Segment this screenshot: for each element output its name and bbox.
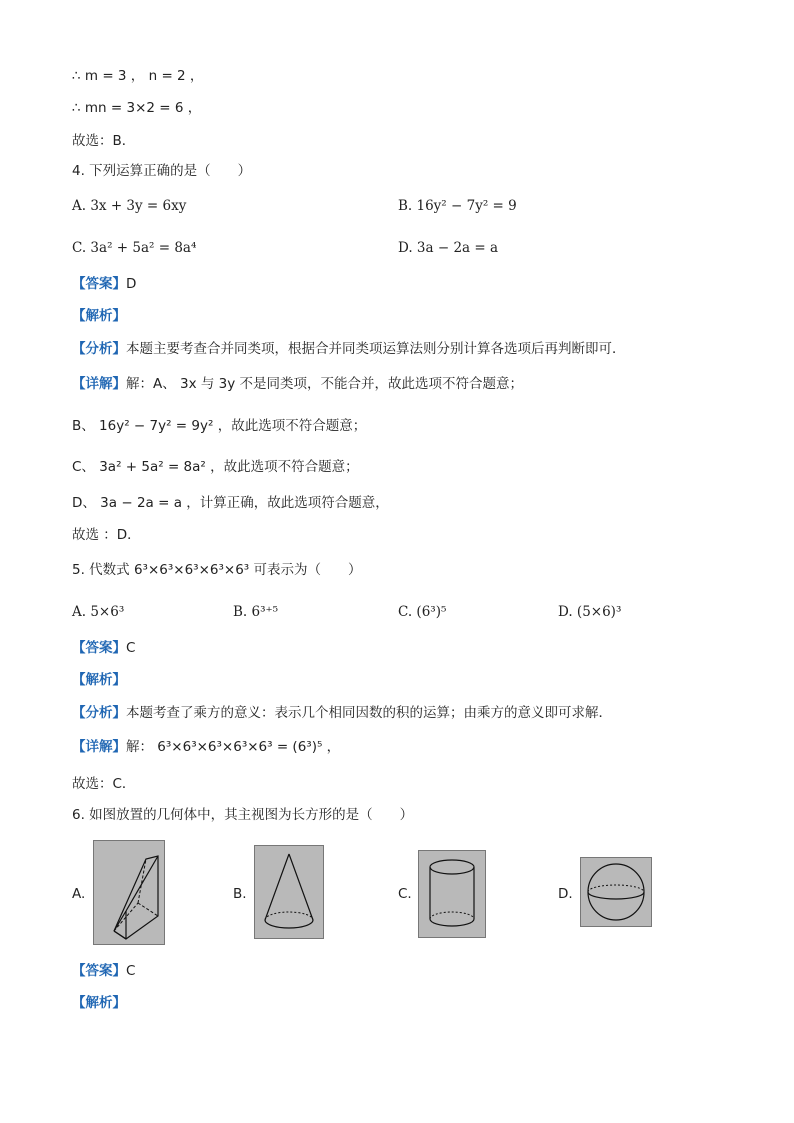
- answer-tag: 【答案】: [72, 276, 126, 292]
- triangular-prism-icon: [94, 841, 164, 944]
- answer-value: C: [126, 963, 136, 979]
- fenxi-text: 本题主要考查合并同类项，根据合并同类项运算法则分别计算各选项后再判断即可．: [126, 341, 626, 357]
- q6-analysis-heading: 【解析】: [72, 995, 126, 1011]
- cylinder-figure: [418, 850, 486, 938]
- q4-option-a: A. 3x + 3y = 6xy: [72, 198, 187, 214]
- q4-xiangjie-d: D、 3a − 2a = a ，计算正确，故此选项符合题意，: [72, 495, 389, 511]
- xiangjie-text: 解：A、 3x 与 3y 不是同类项，不能合并，故此选项不符合题意；: [126, 376, 524, 392]
- q4-option-b: B. 16y² − 7y² = 9: [398, 198, 517, 214]
- prism-figure: [93, 840, 165, 945]
- question-5: 5. 代数式 6³×6³×6³×6³×6³ 可表示为（ ）: [72, 562, 362, 578]
- q4-xiangjie-b: B、 16y² − 7y² = 9y² ，故此选项不符合题意；: [72, 418, 367, 434]
- question-4: 4. 下列运算正确的是（ ）: [72, 163, 252, 179]
- q5-answer: [72, 638, 135, 658]
- q6-answer: [72, 961, 135, 981]
- answer-tag: 【答案】: [72, 640, 126, 656]
- q4-option-c: C. 3a² + 5a² = 8a⁴: [72, 240, 197, 256]
- q5-option-d: D. (5×6)³: [558, 604, 622, 620]
- fenxi-text: 本题考查了乘方的意义：表示几个相同因数的积的运算；由乘方的意义即可求解．: [126, 705, 612, 721]
- solution-line-mn: ∴ mn = 3×2 = 6 ，: [72, 100, 202, 116]
- answer-value: D: [126, 276, 137, 292]
- q5-option-c: C. (6³)⁵: [398, 604, 447, 620]
- q5-xiangjie: [72, 737, 340, 757]
- cone-icon: [255, 846, 323, 938]
- sphere-icon: [581, 858, 651, 926]
- q6-label-d: D.: [558, 886, 573, 902]
- q5-option-b: B. 6³⁺⁵: [233, 604, 279, 620]
- q6-label-b: B.: [233, 886, 247, 902]
- xiangjie-tag: 【详解】: [72, 376, 126, 392]
- fenxi-tag: 【分析】: [72, 705, 126, 721]
- q4-xiangjie: [72, 374, 523, 394]
- q5-choose: 故选：C．: [72, 776, 136, 792]
- q4-answer: [72, 274, 136, 294]
- q5-option-a: A. 5×6³: [72, 604, 125, 620]
- q4-analysis-heading: 【解析】: [72, 308, 126, 324]
- answer-value: C: [126, 640, 136, 656]
- question-6: 6. 如图放置的几何体中，其主视图为长方形的是（ ）: [72, 807, 414, 823]
- solution-line-m-n: ∴ m = 3 ， n = 2 ，: [72, 68, 204, 84]
- xiangjie-text: 解： 6³×6³×6³×6³×6³ = (6³)⁵ ，: [126, 739, 341, 755]
- q6-label-a: A.: [72, 886, 86, 902]
- q4-option-d: D. 3a − 2a = a: [398, 240, 499, 256]
- choose-b-line: 故选：B．: [72, 133, 136, 149]
- q5-analysis-heading: 【解析】: [72, 672, 126, 688]
- cylinder-icon: [419, 851, 485, 937]
- q4-choose: 故选 ：D．: [72, 527, 141, 543]
- sphere-figure: [580, 857, 652, 927]
- q4-xiangjie-c: C、 3a² + 5a² = 8a² ，故此选项不符合题意；: [72, 459, 359, 475]
- fenxi-tag: 【分析】: [72, 341, 126, 357]
- answer-tag: 【答案】: [72, 963, 126, 979]
- cone-figure: [254, 845, 324, 939]
- q4-fenxi: [72, 339, 626, 359]
- q5-fenxi: [72, 703, 612, 723]
- q6-label-c: C.: [398, 886, 412, 902]
- xiangjie-tag: 【详解】: [72, 739, 126, 755]
